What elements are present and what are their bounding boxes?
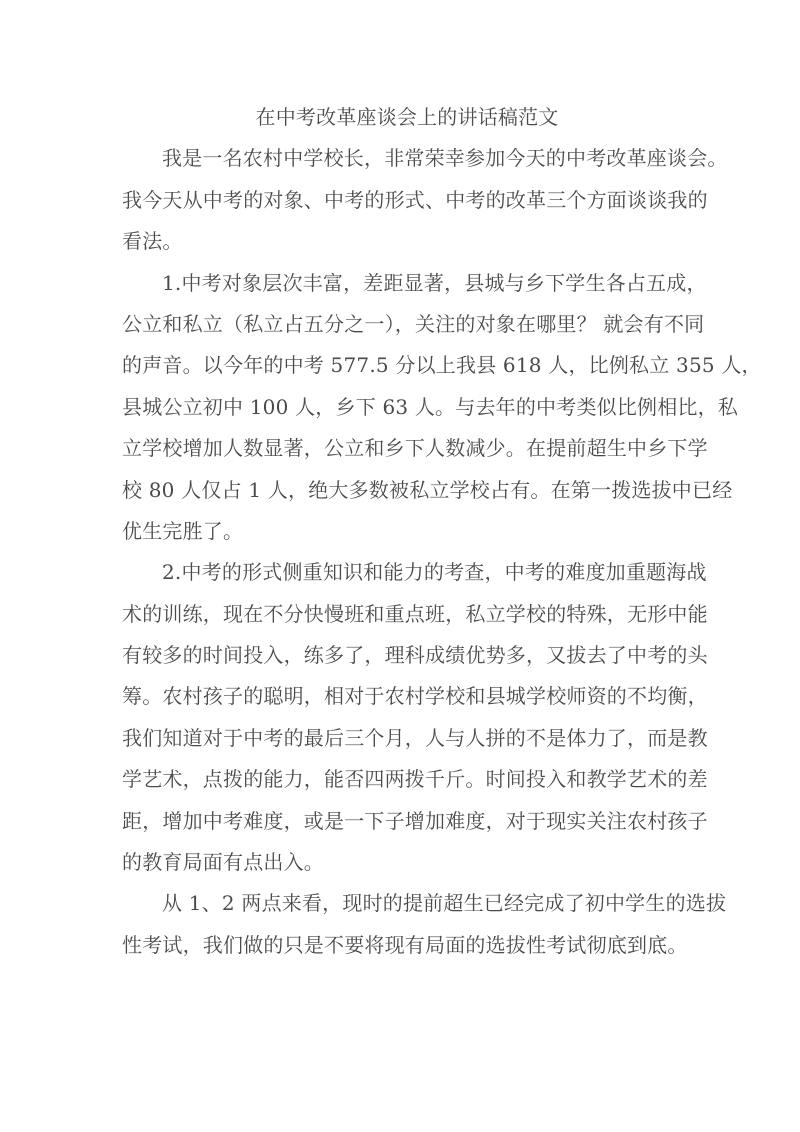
text-line: 立学校增加人数显著，公立和乡下人数减少。在提前超生中乡下学: [122, 436, 708, 461]
text-line: 有较多的时间投入，练多了，理科成绩优势多，又拔去了中考的头: [122, 643, 708, 668]
text-line: 看法。: [122, 229, 183, 254]
text-line: 1.中考对象层次丰富，差距显著，县城与乡下学生各占五成，: [162, 270, 707, 295]
text-line: 距，增加中考难度，或是一下子增加难度，对于现实关注农村孩子: [122, 808, 708, 833]
text-line: 校 80 人仅占 1 人，绝大多数被私立学校占有。在第一拨选拔中已经: [122, 477, 733, 502]
text-line: 性考试，我们做的只是不要将现有局面的选拔性考试彻底到底。: [122, 932, 688, 957]
text-line: 筹。农村孩子的聪明，相对于农村学校和县城学校师资的不均衡，: [122, 684, 708, 709]
document-body: [122, 97, 762, 966]
text-line: 学艺术，点拨的能力，能否四两拨千斤。时间投入和教学艺术的差: [122, 767, 708, 792]
text-line: 我们知道对于中考的最后三个月，人与人拼的不是体力了，而是教: [122, 725, 708, 750]
text-line: 术的训练，现在不分快慢班和重点班，私立学校的特殊，无形中能: [122, 601, 708, 626]
document-title: 在中考改革座谈会上的讲话稿范文: [255, 105, 559, 129]
text-line: 优生完胜了。: [122, 518, 244, 543]
text-line: 公立和私立（私立占五分之一），关注的对象在哪里？ 就会有不同: [122, 311, 705, 336]
text-line: 县城公立初中 100 人，乡下 63 人。与去年的中考类似比例相比，私: [122, 394, 739, 419]
text-line: 2.中考的形式侧重知识和能力的考查，中考的难度加重题海战: [162, 560, 707, 585]
text-line: 从 1、2 两点来看，现时的提前超生已经完成了初中学生的选拔: [162, 891, 727, 916]
text-line: 的教育局面有点出入。: [122, 850, 324, 875]
text-line: 我今天从中考的对象、中考的形式、中考的改革三个方面谈谈我的: [122, 187, 708, 212]
text-line: 的声音。以今年的中考 577.5 分以上我县 618 人，比例私立 355 人，: [122, 353, 762, 378]
text-line: 我是一名农村中学校长，非常荣幸参加今天的中考改革座谈会。: [162, 146, 728, 171]
